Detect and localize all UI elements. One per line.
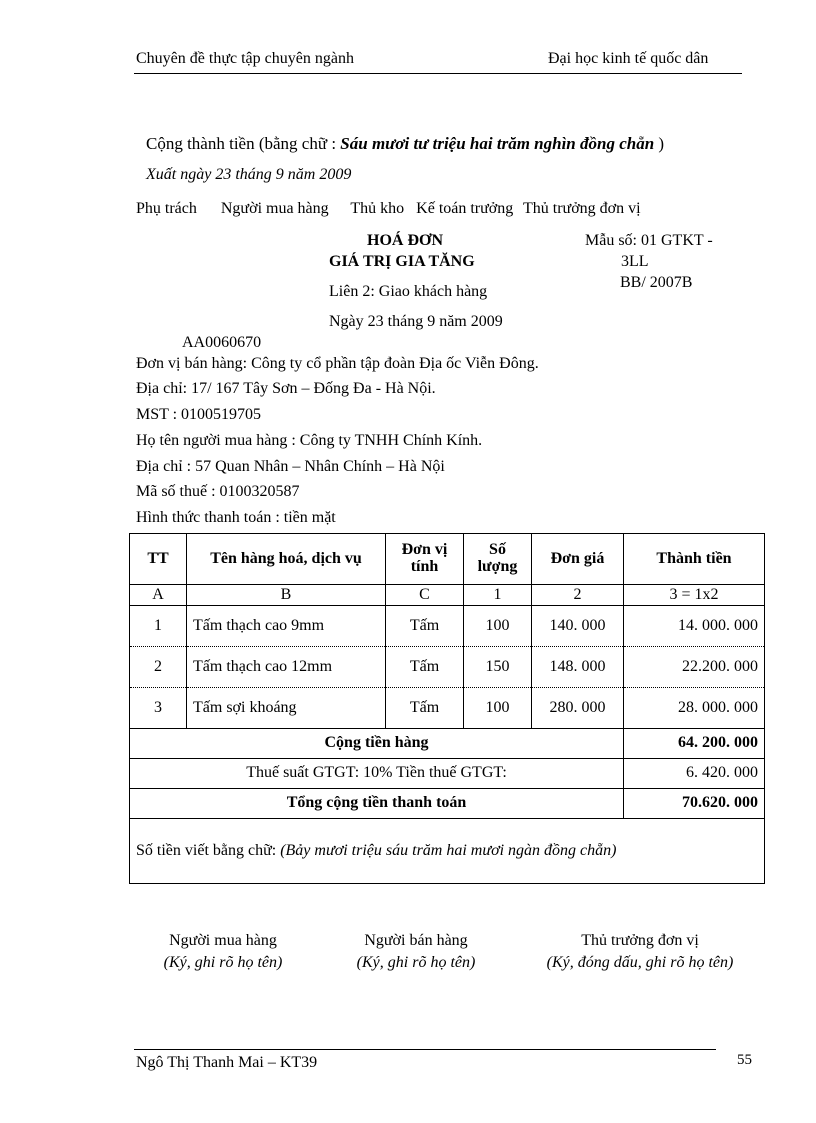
cell-index: 2: [130, 647, 187, 688]
cell-unit-price: 280. 000: [532, 688, 624, 729]
cell-item-name: Tấm sợi khoáng: [187, 688, 386, 729]
col-header: Đơn giá: [532, 534, 624, 585]
role-item: Thủ trưởng đơn vị: [522, 200, 641, 217]
header-rule: [134, 73, 742, 74]
cell-item-name: Tấm thạch cao 12mm: [187, 647, 386, 688]
signature-seller: [338, 930, 494, 974]
cell-unit: Tấm: [386, 688, 464, 729]
signature-note: (Ký, ghi rõ họ tên): [356, 954, 476, 971]
header-left: Chuyên đề thực tập chuyên ngành: [136, 50, 354, 67]
role-item: Thủ kho: [350, 200, 405, 217]
invoice-title-1: HOÁ ĐƠN: [367, 232, 443, 249]
subtotal-value: 64. 200. 000: [624, 729, 765, 759]
tax-value: 6. 420. 000: [624, 759, 765, 789]
cell-quantity: 150: [464, 647, 532, 688]
payment-method: Hình thức thanh toán : tiền mặt: [136, 509, 336, 526]
seller-address: Địa chỉ: 17/ 167 Tây Sơn – Đống Đa - Hà Nội.: [136, 380, 436, 397]
signature-director: [524, 930, 756, 974]
col-code: 1: [464, 585, 532, 606]
buyer-name: Họ tên người mua hàng : Công ty TNHH Chính Kính.: [136, 432, 483, 449]
col-header: Đơn vị tính: [386, 534, 464, 585]
col-code: A: [130, 585, 187, 606]
cell-item-name: Tấm thạch cao 9mm: [187, 606, 386, 647]
signature-title: Người bán hàng: [364, 932, 468, 949]
invoice-date: Ngày 23 tháng 9 năm 2009: [329, 313, 503, 330]
buyer-tax-code: Mã số thuế : 0100320587: [136, 483, 300, 500]
tax-label: Thuế suất GTGT: 10% Tiền thuế GTGT:: [130, 759, 624, 789]
amount-words-row: [130, 819, 765, 884]
table-row: [130, 606, 765, 647]
cell-unit-price: 140. 000: [532, 606, 624, 647]
form-number-1: Mẫu số: 01 GTKT -: [585, 232, 713, 249]
invoice-serial: AA0060670: [182, 334, 262, 351]
footer-rule: [134, 1049, 716, 1050]
role-item: Người mua hàng: [220, 200, 329, 217]
signature-title: Thủ trưởng đơn vị: [581, 932, 699, 949]
invoice-table: [129, 533, 765, 884]
words-value: (Bảy mươi triệu sáu trăm hai mươi ngàn đồng chẵn): [280, 841, 617, 859]
table-code-row: [130, 585, 765, 606]
amount-words-cell: [130, 819, 765, 884]
cell-amount: 28. 000. 000: [624, 688, 765, 729]
cell-unit: Tấm: [386, 606, 464, 647]
seller-tax-code: MST : 0100519705: [136, 406, 262, 423]
col-header: Số lượng: [464, 534, 532, 585]
total-label: Tổng cộng tiền thanh toán: [130, 789, 624, 819]
footer-author: Ngô Thị Thanh Mai – KT39: [136, 1054, 318, 1071]
cell-amount: 14. 000. 000: [624, 606, 765, 647]
form-number-3: BB/ 2007B: [620, 274, 693, 291]
words-label: Số tiền viết bằng chữ:: [136, 841, 277, 859]
cell-index: 3: [130, 688, 187, 729]
buyer-address: Địa chỉ : 57 Quan Nhân – Nhân Chính – Hà Nội: [136, 458, 445, 475]
signature-title: Người mua hàng: [169, 932, 277, 949]
cell-quantity: 100: [464, 688, 532, 729]
cell-unit: Tấm: [386, 647, 464, 688]
cell-amount: 22.200. 000: [624, 647, 765, 688]
invoice-copy: Liên 2: Giao khách hàng: [329, 283, 488, 300]
signature-note: (Ký, ghi rõ họ tên): [163, 954, 283, 971]
header-right: Đại học kinh tế quốc dân: [548, 50, 709, 67]
col-code: B: [187, 585, 386, 606]
total-value: 70.620. 000: [624, 789, 765, 819]
role-item: Kế toán trưởng: [416, 200, 514, 217]
form-number-2: 3LL: [621, 253, 649, 270]
col-header: Tên hàng hoá, dịch vụ: [187, 534, 386, 585]
tax-row: [130, 759, 765, 789]
subtotal-label: Cộng tiền hàng: [130, 729, 624, 759]
amount-label: Cộng thành tiền (bằng chữ :: [146, 134, 337, 153]
col-code: C: [386, 585, 464, 606]
table-row: [130, 688, 765, 729]
issued-date: Xuất ngày 23 tháng 9 năm 2009: [146, 166, 352, 183]
table-header-row: [130, 534, 765, 585]
roles-line: [136, 200, 641, 218]
invoice-title-2: GIÁ TRỊ GIA TĂNG: [329, 253, 475, 270]
amount-close: ): [658, 134, 665, 153]
signature-buyer: [150, 930, 296, 974]
col-code: 3 = 1x2: [624, 585, 765, 606]
col-header: Thành tiền: [624, 534, 765, 585]
col-code: 2: [532, 585, 624, 606]
subtotal-row: [130, 729, 765, 759]
cell-quantity: 100: [464, 606, 532, 647]
cell-index: 1: [130, 606, 187, 647]
amount-in-words-line: [146, 134, 664, 154]
role-item: Phụ trách: [136, 200, 197, 217]
signature-note: (Ký, đóng dấu, ghi rõ họ tên): [546, 954, 734, 971]
col-header: TT: [130, 534, 187, 585]
table-row: [130, 647, 765, 688]
seller-unit: Đơn vị bán hàng: Công ty cổ phần tập đoàn Địa ốc Viễn Đông.: [136, 355, 539, 372]
cell-unit-price: 148. 000: [532, 647, 624, 688]
total-row: [130, 789, 765, 819]
amount-words: Sáu mươi tư triệu hai trăm nghìn đồng chẵn: [340, 134, 655, 153]
page-number: 55: [737, 1052, 752, 1068]
